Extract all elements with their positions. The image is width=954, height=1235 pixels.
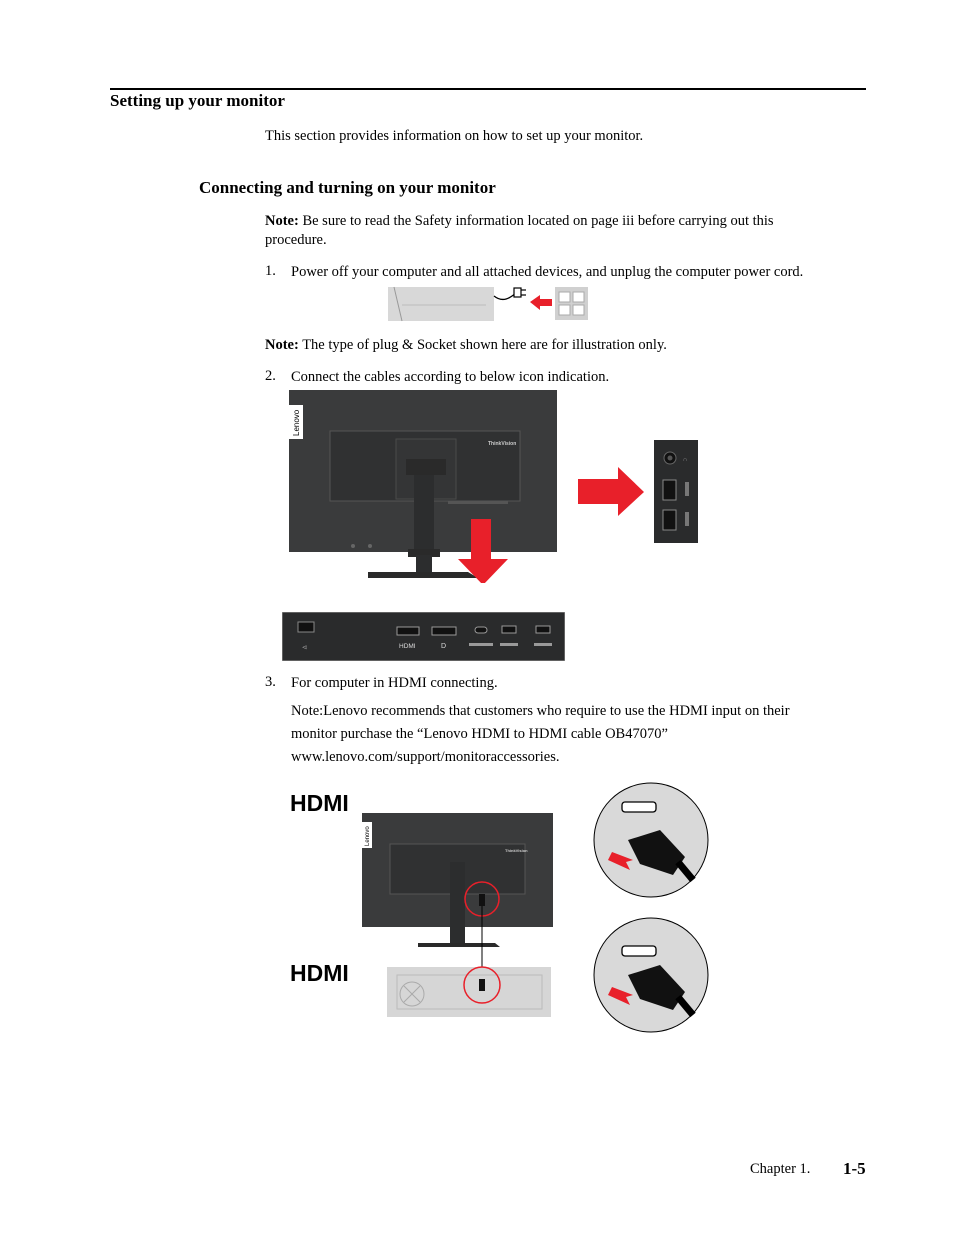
hdmi-recommendation-note [291, 700, 790, 769]
red-arrow-right-icon [578, 467, 644, 516]
note-text: Be sure to read the Safety information located on page iii before carrying out this [298, 213, 774, 229]
note-text: The type of plug & Socket shown here are for illustration only. [298, 337, 667, 353]
brand-label: Lenovo [292, 409, 301, 436]
section-title: Setting up your monitor [110, 91, 285, 110]
usb-port-icon [663, 480, 676, 500]
monitor-stand-neck [414, 475, 434, 551]
monitor-back-figure [288, 389, 558, 583]
side-port-panel [654, 440, 698, 543]
power-unplug-figure [388, 284, 590, 322]
rear-panel-body [282, 612, 565, 661]
step-2-text: Connect the cables according to below icon indication. [291, 369, 610, 385]
hdmi-port-icon [397, 627, 419, 635]
svg-text:∩: ∩ [683, 457, 688, 463]
step-3-text: For computer in HDMI connecting. [291, 675, 498, 691]
hdmi-connection-figure [290, 782, 720, 1037]
monitor-stand-neck [450, 862, 465, 947]
header-rule [110, 88, 866, 90]
monitor-stand-base [418, 943, 500, 947]
brand-label: Lenovo [365, 826, 371, 846]
plug-icon [514, 288, 521, 297]
step-2-number: 2. [265, 368, 276, 384]
note-label: Note: [265, 213, 299, 229]
power-cord [494, 292, 516, 299]
svg-text:⏿: ⏿ [302, 644, 307, 651]
step-1-text: Power off your computer and all attached devices, and unplug the computer power cord. [291, 264, 804, 280]
step-3-number: 3. [265, 674, 276, 690]
monitor-stand-base [368, 572, 478, 578]
note-line: www.lenovo.com/support/monitoraccessories. [291, 749, 560, 765]
svg-text:D: D [441, 643, 447, 650]
subsection-title: Connecting and turning on your monitor [199, 178, 496, 197]
note-text-cont: procedure. [265, 232, 327, 248]
illustration-note [265, 336, 667, 355]
computer-case-side [388, 287, 494, 321]
hdmi-logo-bottom: HDMI [290, 960, 349, 986]
displayport-icon [432, 627, 456, 635]
step-1-number: 1. [265, 263, 276, 279]
usb-port-icon [536, 626, 550, 633]
rear-port-panel [282, 612, 565, 661]
section-intro: This section provides information on how to set up your monitor. [265, 128, 644, 144]
note-line: monitor purchase the “Lenovo HDMI to HDMI cable OB47070” [291, 726, 668, 742]
footer-page-number: 1-5 [843, 1159, 866, 1178]
model-label: ThinkVision [505, 848, 528, 853]
hdmi-logo-top: HDMI [290, 790, 349, 816]
safety-note [265, 212, 865, 250]
usb-port-icon [502, 626, 516, 633]
model-label: ThinkVision [488, 441, 517, 447]
footer-chapter: Chapter 1. [750, 1161, 811, 1177]
usb-port-icon [663, 510, 676, 530]
power-port-icon [298, 622, 314, 632]
red-arrow-right [578, 467, 645, 517]
red-arrow-left-icon [530, 295, 552, 310]
hdmi-port-label: HDMI [399, 643, 416, 650]
note-line: Note:Lenovo recommends that customers who require to use the HDMI input on their [291, 703, 790, 719]
note-label: Note: [265, 337, 299, 353]
usb-c-port-icon [475, 627, 487, 633]
